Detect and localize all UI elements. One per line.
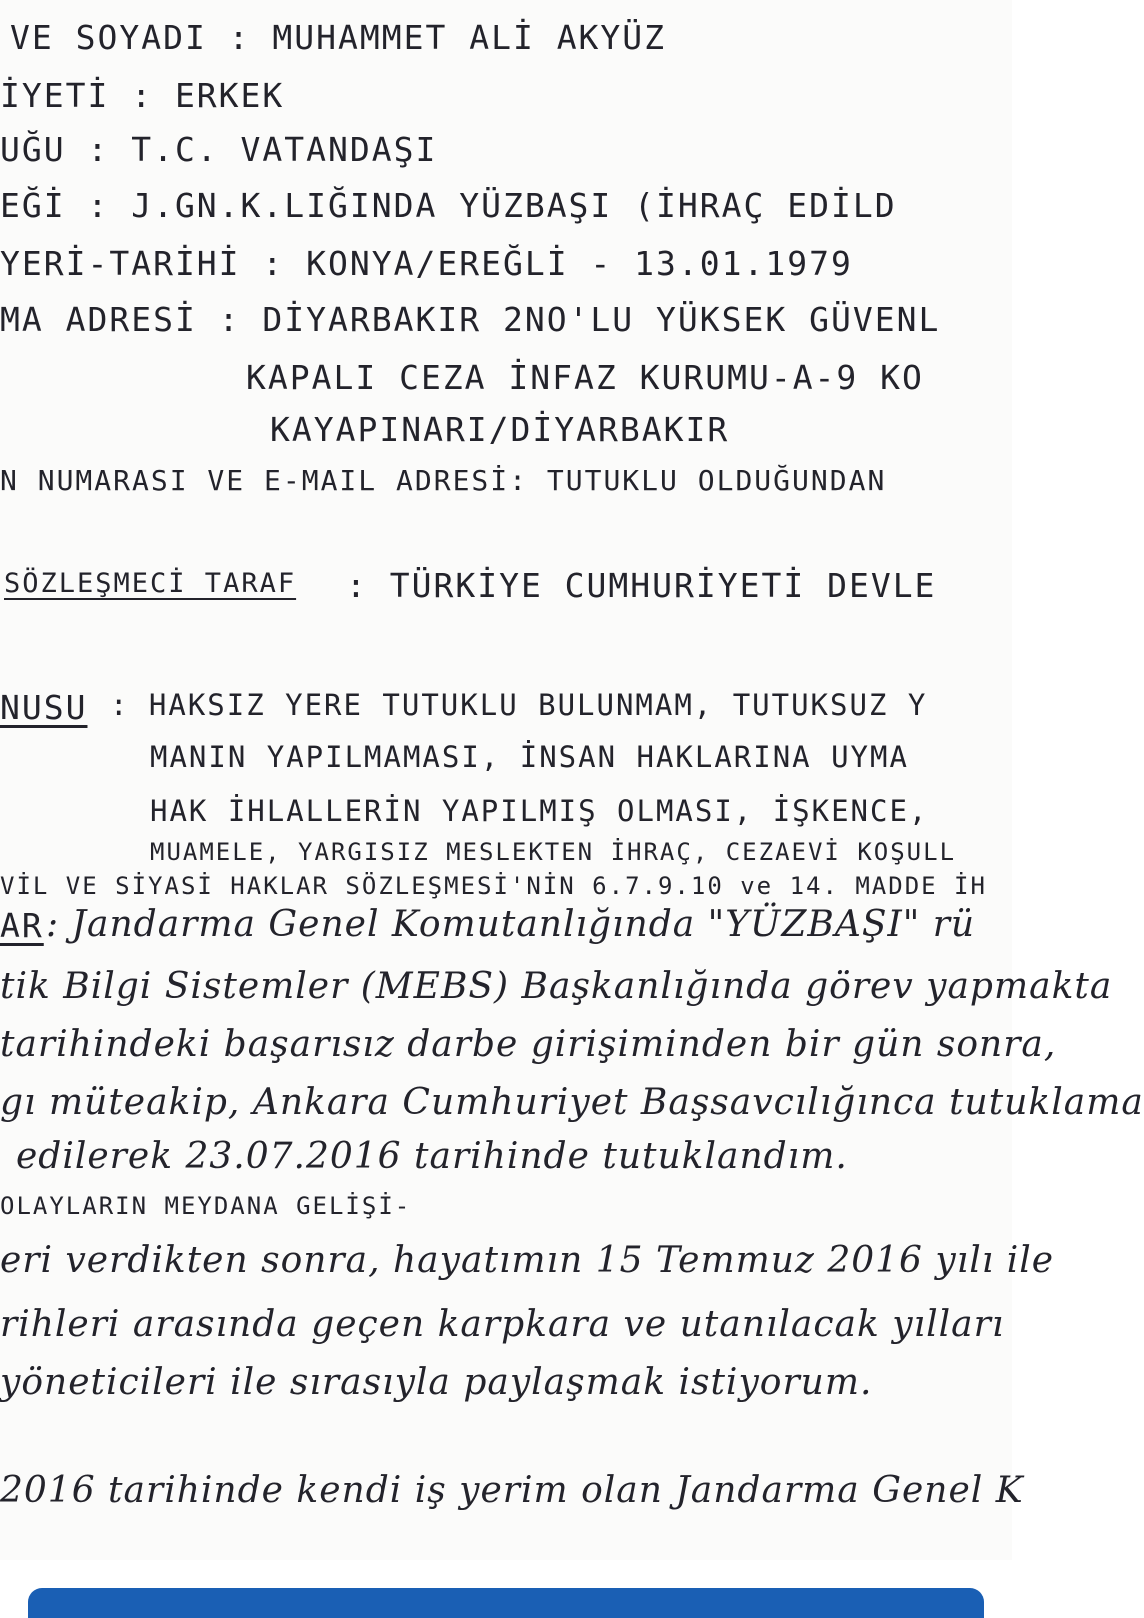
subject-line-3: HAK İHLALLERİN YAPILMIŞ OLMASI, İŞKENCE, — [150, 794, 929, 828]
address-line-1: MA ADRESİ : DİYARBAKIR 2NO'LU YÜKSEK GÜVENL — [0, 300, 941, 339]
events-line-1: eri verdikten sonra, hayatımın 15 Temmuz 2016 yılı ile — [0, 1240, 1055, 1281]
address-line-2: KAPALI CEZA İNFAZ KURUMU-A-9 KO — [246, 358, 924, 397]
subject-line-1: : HAKSIZ YERE TUTUKLU BULUNMAM, TUTUKSUZ Y — [110, 688, 928, 722]
contracting-party-value: : TÜRKİYE CUMHURİYETİ DEVLE — [346, 566, 937, 605]
birthplace-date-line: YERİ-TARİHİ : KONYA/EREĞLİ - 13.01.1979 — [0, 244, 853, 283]
facts-line-4: gı müteakip, Ankara Cumhuriyet Başsavcılığınca tutuklama — [0, 1082, 1144, 1123]
facts-line-3: tarihindeki başarısız darbe girişiminden bir gün sonra, — [0, 1024, 1057, 1065]
events-line-3: yöneticileri ile sırasıyla paylaşmak istiyorum. — [0, 1362, 873, 1403]
subject-line-2: MANIN YAPILMAMASI, İNSAN HAKLARINA UYMA — [150, 740, 909, 774]
name-surname-line: VE SOYADI : MUHAMMET ALİ AKYÜZ — [10, 18, 667, 57]
subject-line-4: MUAMELE, YARGISIZ MESLEKTEN İHRAÇ, CEZAEVİ KOŞULL — [150, 838, 957, 866]
facts-label: AR — [0, 906, 44, 945]
citizenship-line: UĞU : T.C. VATANDAŞI — [0, 130, 438, 169]
contracting-party-label: SÖZLEŞMECİ TARAF — [4, 568, 297, 599]
phone-email-line: N NUMARASI VE E-MAIL ADRESİ: TUTUKLU OLDUĞUNDAN — [0, 464, 887, 497]
events-heading: OLAYLARIN MEYDANA GELİŞİ- — [0, 1192, 412, 1220]
facts-line-2: tik Bilgi Sistemler (MEBS) Başkanlığında görev yapmakta — [0, 966, 1113, 1007]
facts-line-1: : Jandarma Genel Komutanlığında "YÜZBAŞI" rü — [46, 904, 976, 945]
subject-line-5: VİL VE SİYASİ HAKLAR SÖZLEŞMESİ'NİN 6.7.9.10 ve 14. MADDE İH — [0, 872, 987, 900]
address-line-3: KAYAPINARI/DİYARBAKIR — [270, 410, 730, 449]
events-line-2: rihleri arasında geçen karpkara ve utanılacak yılları — [0, 1304, 1005, 1345]
subject-label: NUSU — [0, 688, 88, 727]
profession-line: EĞİ : J.GN.K.LIĞINDA YÜZBAŞI (İHRAÇ EDİLD — [0, 186, 897, 225]
facts-line-5: edilerek 23.07.2016 tarihinde tutuklandım. — [16, 1136, 848, 1177]
gender-line: İYETİ : ERKEK — [0, 76, 285, 115]
events-line-4: 2016 tarihinde kendi iş yerim olan Jandarma Genel K — [0, 1470, 1024, 1511]
bottom-action-bar[interactable] — [28, 1588, 984, 1618]
